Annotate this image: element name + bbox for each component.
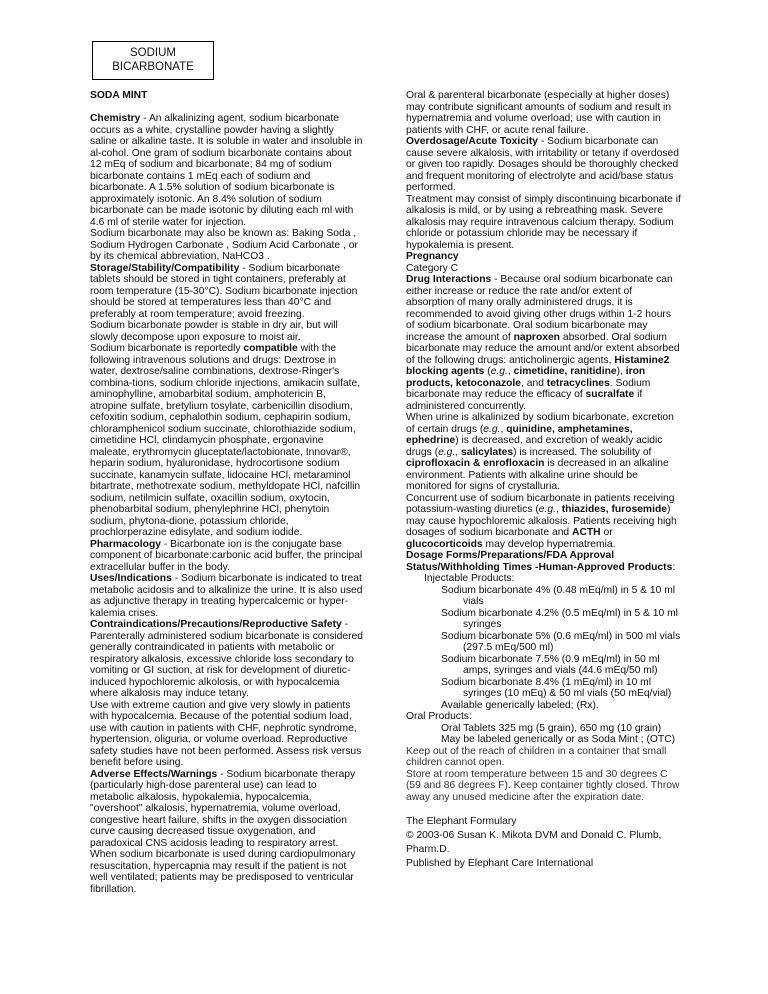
- uses-paragraph: Uses/Indications - Sodium bicarbonate is indicated to treat metabolic acidosis and to alkalinize the urine. It is also used as adjunctive therapy in treating hypercalcemic or hyper-kalemia crises.: [90, 573, 363, 619]
- overdose-paragraph: Overdosage/Acute Toxicity - Sodium bicarbonate can cause severe alkalosis, with irritability or tetany if overdosed or given too rapidly. Dosages should be thoroughly checked and frequent monitoring of electrolyte and acid/base status performed.: [406, 136, 679, 193]
- pregnancy-heading: Pregnancy: [406, 251, 459, 262]
- chemistry-paragraph: Chemistry - An alkalinizing agent, sodium bicarbonate occurs as a white, crystalline powder having a slightly saline or alkaline taste. It is soluble in water and insoluble in al-cohol. One gram of sodium bicarbonate contains about 12 mEq of sodium and bicarbonate; 84 mg of sodium bicarbonate contains 1 mEq each of sodium and bicarbonate. A 1.5% solution of sodium bicarbonate is approximately isotonic. An 8.4% solution of sodium bicarbonate can be made isotonic by diluting each ml with 4.6 ml of sterile water for injection.: [90, 113, 363, 228]
- injectable-item: Sodium bicarbonate 4.2% (0.5 mEq/ml) in 5 & 10 ml: [441, 607, 678, 619]
- contraindications-paragraph: Contraindications/Precautions/Reproductive Safety - Parenterally administered sodium bicarbonate is considered generally contraindicated in patients with metabolic or respiratory alkalosis, excessive chloride loss secondary to vomiting or GI suction, at risk for development of diuretic-induced hypochloremic alkolosis, or with hypocalcemia where alkalosis may induce tetany.: [90, 619, 364, 699]
- oral-intro-paragraph: Oral & parenteral bicarbonate (especially at higher doses) may contribute significant amounts of sodium and result in hypernatremia and volume overload; use with caution in patients with CHF, or acute renal failure.: [406, 90, 671, 136]
- copyright: © 2003-06 Susan K. Mikota DVM and Donald C. Plumb, Pharm.D.: [406, 829, 662, 855]
- cpr-paragraph: When sodium bicarbonate is used during cardiopulmonary resuscitation, hypercapnia may result if the patient is not well ventilated; patients may be predisposed to ventricular fibrillation.: [90, 849, 356, 895]
- left-column: [90, 90, 363, 895]
- storage-paragraph: Storage/Stability/Compatibility - Sodium bicarbonate tablets should be stored in tight containers, preferably at room temperature (15-30°C). Sodium bicarbonate injection should be stored at temperatures less than 40°C and preferably at room temperature; avoid freezing.: [90, 262, 358, 320]
- injectable-item-cont: syringes (10 mEq) & 50 ml vials (50 mEq/vial): [463, 688, 672, 699]
- injectable-item-cont: vials: [463, 596, 484, 607]
- injectable-note: Available generically labeled; (Rx).: [441, 699, 599, 711]
- aka-paragraph: Sodium bicarbonate may also be known as: Baking Soda , Sodium Hydrogen Carbonate , Sodium Acid Carbonate , or by its chemical abbreviation, NaHCO3 .: [90, 228, 358, 262]
- treatment-paragraph: Treatment may consist of simply discontinuing bicarbonate if alkalosis is mild, or by using a rebreathing mask. Severe alkalosis may require intravenous calcium therapy. Sodium chloride or potassium chloride may be necessary if hypokalemia is present.: [406, 193, 681, 251]
- title-line-1: SODIUM: [130, 47, 176, 59]
- powder-paragraph: Sodium bicarbonate powder is stable in dry air, but will slowly decompose upon exposure to moist air.: [90, 320, 338, 343]
- caution-paragraph: Use with extreme caution and give very slowly in patients with hypocalcemia. Because of the potential sodium load, use with caution in patients with CHF, nephrotic syndrome, hypertension, oliguria, or volume overload. Reproductive safety studies have not been performed. Assess risk versus benefit before using.: [90, 699, 362, 768]
- publisher: Published by Elephant Care International: [406, 857, 594, 869]
- oral-item: May be labeled generically or as Soda Mint ; (OTC): [441, 734, 676, 745]
- injectable-item: Sodium bicarbonate 8.4% (1 mEq/ml) in 10 ml: [441, 676, 652, 688]
- injectable-heading: Injectable Products:: [424, 573, 515, 584]
- concurrent-paragraph: Concurrent use of sodium bicarbonate in patients receiving potassium-wasting diuretics (e.g., thiazides, furosemide) may cause hypochloremic alkalosis. Patients receiving high dosages of sodium bicarbonate and ACTH or glucocorticoids may develop hypernatremia.: [406, 492, 677, 550]
- right-column: [406, 90, 682, 871]
- keep-out-paragraph: Keep out of the reach of children in a container that small children cannot open.: [406, 745, 667, 768]
- section-heading: SODA MINT: [90, 90, 148, 101]
- injectable-item-cont: syringes: [463, 619, 502, 630]
- oral-products-heading: Oral Products:: [406, 711, 472, 722]
- pregnancy-category: Category C: [406, 262, 459, 274]
- urine-paragraph: When urine is alkalinized by sodium bicarbonate, excretion of certain drugs (e.g., quinidine, amphetamines, ephedrine) is decreased, and excretion of weakly acidic drugs (e.g., salicylates) is increased. The solubility of ciprofloxacin & enrofloxacin is decreased in an alkaline environment. Patients with alkaline urine should be monitored for signs of crystalluria.: [406, 412, 674, 492]
- injectable-item-cont: (297.5 mEq/500 ml): [463, 642, 554, 653]
- drug-interactions-paragraph: Drug Interactions - Because oral sodium bicarbonate can either increase or reduce the rate and/or extent of absorption of many orally administered drugs, it is recommended to avoid giving other drugs within 1-2 hours of sodium bicarbonate. Oral sodium bicarbonate may increase the amount of naproxen absorbed. Oral sodium bicarbonate may reduce the amount and/or extent absorbed of the following drugs: anticholinergic agents, Histamine2 blocking agents (e.g., cimetidine, ranitidine), iron products, ketoconazole, and tetracyclines. Sodium bicarbonate may reduce the efficacy of sucralfate if administered concurrently.: [406, 274, 680, 412]
- pharmacology-paragraph: Pharmacology - Bicarbonate ion is the conjugate base component of bicarbonate:carbonic acid buffer, the principal extracellular buffer in the body.: [90, 538, 363, 573]
- title-box: [92, 41, 214, 80]
- injectable-item-cont: amps, syringes and vials (44.6 mEq/50 ml): [463, 665, 658, 676]
- injectable-item: Sodium bicarbonate 7.5% (0.9 mEq/ml) in 50 ml: [441, 653, 660, 665]
- injectable-item: Sodium bicarbonate 4% (0.48 mEq/ml) in 5 & 10 ml: [441, 584, 676, 596]
- storage-note-paragraph: Store at room temperature between 15 and 30 degrees C (59 and 86 degrees F). Keep container tightly closed. Throw away any unused medicine after the expiration date.: [406, 768, 680, 803]
- dosage-forms-heading: Dosage Forms/Preparations/FDA Approval Status/Withholding Times -Human-Approved Products:: [406, 550, 676, 573]
- injectable-item: Sodium bicarbonate 5% (0.6 mEq/ml) in 500 ml vials: [441, 630, 681, 642]
- title-line-2: BICARBONATE: [112, 61, 194, 73]
- compatibility-paragraph: Sodium bicarbonate is reportedly compatible with the following intravenous solutions and drugs: Dextrose in water, dextrose/saline combinations, dextrose-Ringer's combina-tions, sodium chloride injections, amikacin sulfate, aminophylline, amobarbital sodium, amphotericin B, atropine sulfate, bretylium tosylate, carbenicillin disodium, cefoxitin sodium, cephalothin sodium, cephapirin sodium, chloramphenicol sodium succinate, chlorothiazide sodium, cimetidine HCl, clindamycin phosphate, ergonavine maleate, erythromycin gluceptate/lactobionate, Innovar®, heparin sodium, hyaluronidase, hydrocortisone sodium succinate, kanamycin sulfate, lidocaine HCl, metaraminol bitartrate, methotrexate sodium, methyldopate HCl, nafcillin sodium, netilmicin sulfate, oxacillin sodium, oxytocin, phenobarbital sodium, phenylephrine HCl, phenytoin sodium, phytona-dione, potassium chloride, prochlorperazine edisylate, and sodium iodide.: [90, 343, 361, 538]
- adverse-effects-paragraph: Adverse Effects/Warnings - Sodium bicarbonate therapy (particularly high-dose parenteral use) can lead to metabolic alkalosis, hypokalemia, hypocalcemia, "overshoot" alkalosis, hypernatremia, volume overload, congestive heart failure, shifts in the oxygen dissociation curve causing decreased tissue oxygenation, and paradoxical CNS acidosis leading to respiratory arrest.: [90, 768, 356, 849]
- oral-item: Oral Tablets 325 mg (5 grain), 650 mg (10 grain): [441, 722, 662, 734]
- formulary-name: The Elephant Formulary: [406, 815, 517, 827]
